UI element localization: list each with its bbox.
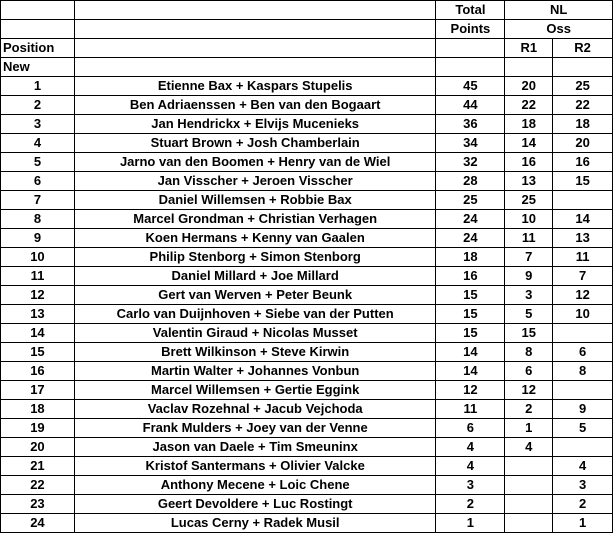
table-row xyxy=(1,115,613,134)
r2-cell: 1 xyxy=(553,514,613,533)
table-row xyxy=(1,457,613,476)
team-cell: Koen Hermans + Kenny van Gaalen xyxy=(74,229,436,248)
total-points-cell: 34 xyxy=(436,134,505,153)
r2-cell xyxy=(553,191,613,210)
table-row xyxy=(1,343,613,362)
table-row xyxy=(1,153,613,172)
total-points-cell: 3 xyxy=(436,476,505,495)
total-points-cell: 45 xyxy=(436,77,505,96)
header-r1: R1 xyxy=(505,39,553,58)
r1-cell xyxy=(505,514,553,533)
total-points-cell: 14 xyxy=(436,343,505,362)
position-cell: 19 xyxy=(1,419,75,438)
table-row xyxy=(1,381,613,400)
r2-cell: 16 xyxy=(553,153,613,172)
header-points: Points xyxy=(436,20,505,39)
total-points-cell: 14 xyxy=(436,362,505,381)
position-cell: 2 xyxy=(1,96,75,115)
r1-cell: 18 xyxy=(505,115,553,134)
total-points-cell: 24 xyxy=(436,229,505,248)
position-cell: 4 xyxy=(1,134,75,153)
r1-cell: 11 xyxy=(505,229,553,248)
r1-cell: 1 xyxy=(505,419,553,438)
r2-cell: 22 xyxy=(553,96,613,115)
position-cell: 20 xyxy=(1,438,75,457)
position-cell: 22 xyxy=(1,476,75,495)
header-row-2 xyxy=(1,20,613,39)
header-empty-cell xyxy=(74,1,436,20)
header-oss: Oss xyxy=(505,20,613,39)
r2-cell xyxy=(553,324,613,343)
total-points-cell: 15 xyxy=(436,305,505,324)
r2-cell: 4 xyxy=(553,457,613,476)
position-cell: 14 xyxy=(1,324,75,343)
r2-cell xyxy=(553,438,613,457)
total-points-cell: 6 xyxy=(436,419,505,438)
position-cell: 3 xyxy=(1,115,75,134)
table-row xyxy=(1,495,613,514)
team-cell: Jason van Daele + Tim Smeuninx xyxy=(74,438,436,457)
total-points-cell: 28 xyxy=(436,172,505,191)
header-empty-cell xyxy=(74,58,436,77)
header-r2: R2 xyxy=(553,39,613,58)
total-points-cell: 25 xyxy=(436,191,505,210)
position-cell: 10 xyxy=(1,248,75,267)
r1-cell: 8 xyxy=(505,343,553,362)
r1-cell: 7 xyxy=(505,248,553,267)
header-empty-cell xyxy=(74,20,436,39)
table-row xyxy=(1,134,613,153)
header-empty-cell xyxy=(436,39,505,58)
header-new: New xyxy=(1,58,75,77)
table-row xyxy=(1,476,613,495)
header-empty-cell xyxy=(1,1,75,20)
position-cell: 8 xyxy=(1,210,75,229)
position-cell: 17 xyxy=(1,381,75,400)
r1-cell: 9 xyxy=(505,267,553,286)
table-row xyxy=(1,419,613,438)
table-row xyxy=(1,77,613,96)
r1-cell: 25 xyxy=(505,191,553,210)
r2-cell: 8 xyxy=(553,362,613,381)
r1-cell xyxy=(505,457,553,476)
table-row xyxy=(1,229,613,248)
table-row xyxy=(1,400,613,419)
total-points-cell: 11 xyxy=(436,400,505,419)
position-cell: 16 xyxy=(1,362,75,381)
team-cell: Stuart Brown + Josh Chamberlain xyxy=(74,134,436,153)
header-empty-cell xyxy=(436,58,505,77)
team-cell: Gert van Werven + Peter Beunk xyxy=(74,286,436,305)
position-cell: 21 xyxy=(1,457,75,476)
r2-cell: 3 xyxy=(553,476,613,495)
table-row xyxy=(1,286,613,305)
team-cell: Etienne Bax + Kaspars Stupelis xyxy=(74,77,436,96)
header-empty-cell xyxy=(74,39,436,58)
team-cell: Jan Hendrickx + Elvijs Mucenieks xyxy=(74,115,436,134)
total-points-cell: 18 xyxy=(436,248,505,267)
header-nl: NL xyxy=(505,1,613,20)
table-row xyxy=(1,324,613,343)
team-cell: Anthony Mecene + Loic Chene xyxy=(74,476,436,495)
r1-cell: 15 xyxy=(505,324,553,343)
r1-cell: 13 xyxy=(505,172,553,191)
r2-cell: 12 xyxy=(553,286,613,305)
team-cell: Martin Walter + Johannes Vonbun xyxy=(74,362,436,381)
r1-cell xyxy=(505,495,553,514)
position-cell: 13 xyxy=(1,305,75,324)
position-cell: 7 xyxy=(1,191,75,210)
team-cell: Daniel Millard + Joe Millard xyxy=(74,267,436,286)
table-row xyxy=(1,210,613,229)
r1-cell: 20 xyxy=(505,77,553,96)
table-row xyxy=(1,514,613,533)
team-cell: Daniel Willemsen + Robbie Bax xyxy=(74,191,436,210)
r1-cell: 22 xyxy=(505,96,553,115)
table-row xyxy=(1,362,613,381)
header-row-3 xyxy=(1,39,613,58)
table-row xyxy=(1,305,613,324)
r1-cell: 6 xyxy=(505,362,553,381)
total-points-cell: 15 xyxy=(436,324,505,343)
total-points-cell: 2 xyxy=(436,495,505,514)
position-cell: 6 xyxy=(1,172,75,191)
r1-cell: 12 xyxy=(505,381,553,400)
team-cell: Marcel Willemsen + Gertie Eggink xyxy=(74,381,436,400)
position-cell: 5 xyxy=(1,153,75,172)
r1-cell: 3 xyxy=(505,286,553,305)
header-row-1 xyxy=(1,1,613,20)
position-cell: 18 xyxy=(1,400,75,419)
r2-cell: 25 xyxy=(553,77,613,96)
team-cell: Valentin Giraud + Nicolas Musset xyxy=(74,324,436,343)
r1-cell: 5 xyxy=(505,305,553,324)
total-points-cell: 1 xyxy=(436,514,505,533)
r1-cell: 16 xyxy=(505,153,553,172)
table-row xyxy=(1,248,613,267)
r2-cell: 2 xyxy=(553,495,613,514)
r2-cell: 5 xyxy=(553,419,613,438)
team-cell: Lucas Cerny + Radek Musil xyxy=(74,514,436,533)
position-cell: 9 xyxy=(1,229,75,248)
team-cell: Kristof Santermans + Olivier Valcke xyxy=(74,457,436,476)
table-row xyxy=(1,438,613,457)
table-row xyxy=(1,191,613,210)
r1-cell: 2 xyxy=(505,400,553,419)
r1-cell: 4 xyxy=(505,438,553,457)
header-empty-cell xyxy=(1,20,75,39)
position-cell: 1 xyxy=(1,77,75,96)
total-points-cell: 4 xyxy=(436,457,505,476)
team-cell: Ben Adriaenssen + Ben van den Bogaart xyxy=(74,96,436,115)
team-cell: Jan Visscher + Jeroen Visscher xyxy=(74,172,436,191)
total-points-cell: 16 xyxy=(436,267,505,286)
header-empty-cell xyxy=(505,58,553,77)
r2-cell: 10 xyxy=(553,305,613,324)
r2-cell: 6 xyxy=(553,343,613,362)
header-total: Total xyxy=(436,1,505,20)
r2-cell: 15 xyxy=(553,172,613,191)
r2-cell: 18 xyxy=(553,115,613,134)
team-cell: Carlo van Duijnhoven + Siebe van der Putten xyxy=(74,305,436,324)
total-points-cell: 15 xyxy=(436,286,505,305)
position-cell: 11 xyxy=(1,267,75,286)
team-cell: Philip Stenborg + Simon Stenborg xyxy=(74,248,436,267)
team-cell: Frank Mulders + Joey van der Venne xyxy=(74,419,436,438)
table-row xyxy=(1,96,613,115)
position-cell: 24 xyxy=(1,514,75,533)
position-cell: 12 xyxy=(1,286,75,305)
header-row-4 xyxy=(1,58,613,77)
r2-cell: 14 xyxy=(553,210,613,229)
table-row xyxy=(1,172,613,191)
r1-cell xyxy=(505,476,553,495)
r2-cell xyxy=(553,381,613,400)
team-cell: Vaclav Rozehnal + Jacub Vejchoda xyxy=(74,400,436,419)
header-position: Position xyxy=(1,39,75,58)
team-cell: Geert Devoldere + Luc Rostingt xyxy=(74,495,436,514)
header-empty-cell xyxy=(553,58,613,77)
r2-cell: 11 xyxy=(553,248,613,267)
total-points-cell: 32 xyxy=(436,153,505,172)
table-row xyxy=(1,267,613,286)
team-cell: Jarno van den Boomen + Henry van de Wiel xyxy=(74,153,436,172)
total-points-cell: 12 xyxy=(436,381,505,400)
total-points-cell: 44 xyxy=(436,96,505,115)
r2-cell: 7 xyxy=(553,267,613,286)
position-cell: 23 xyxy=(1,495,75,514)
r2-cell: 20 xyxy=(553,134,613,153)
position-cell: 15 xyxy=(1,343,75,362)
team-cell: Marcel Grondman + Christian Verhagen xyxy=(74,210,436,229)
r2-cell: 9 xyxy=(553,400,613,419)
total-points-cell: 24 xyxy=(436,210,505,229)
r1-cell: 10 xyxy=(505,210,553,229)
r1-cell: 14 xyxy=(505,134,553,153)
r2-cell: 13 xyxy=(553,229,613,248)
total-points-cell: 36 xyxy=(436,115,505,134)
total-points-cell: 4 xyxy=(436,438,505,457)
team-cell: Brett Wilkinson + Steve Kirwin xyxy=(74,343,436,362)
